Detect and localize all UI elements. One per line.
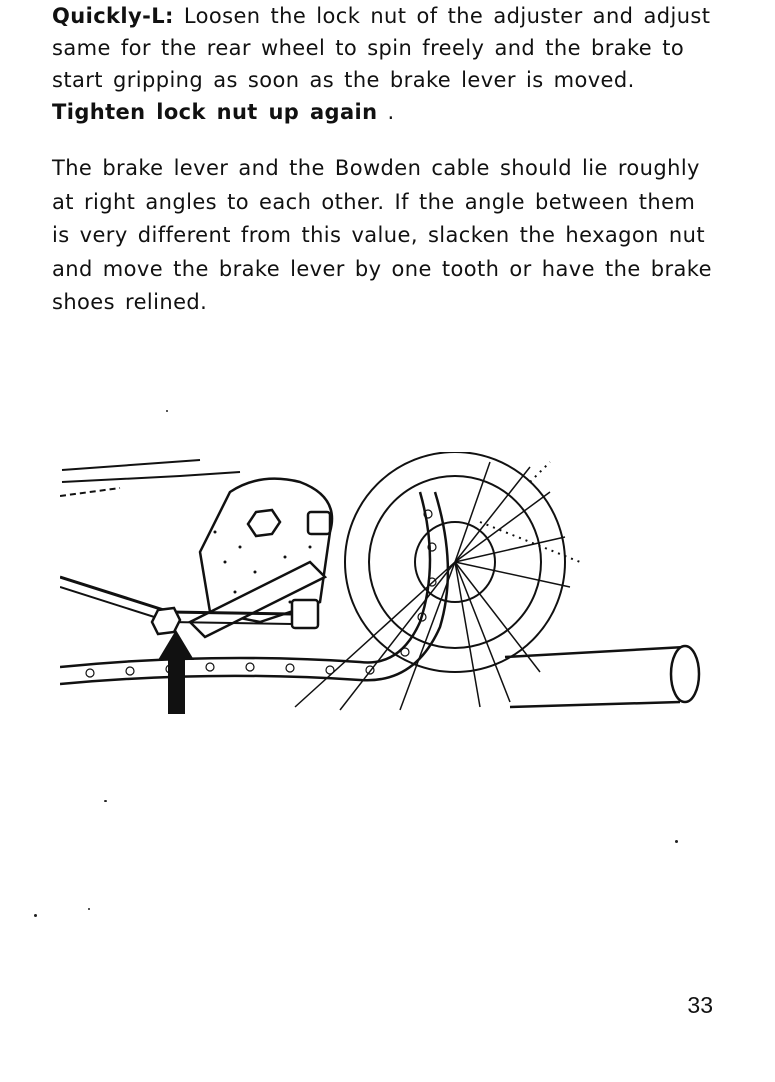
up-arrow-icon: [158, 630, 194, 714]
print-speck: [675, 840, 678, 843]
axle-tube-bottom: [510, 702, 680, 707]
axle-tube-top: [505, 647, 685, 657]
sentence-end: .: [377, 100, 395, 124]
illustration-svg: [60, 452, 710, 714]
print-speck: [34, 914, 37, 917]
rear-brake-illustration: [60, 452, 710, 714]
frame-tube-dash: [60, 488, 120, 496]
tighten-instruction: Tighten lock nut up again: [52, 100, 378, 124]
print-speck: [88, 908, 90, 910]
adjustment-paragraph: [52, 0, 717, 128]
print-speck: [166, 410, 168, 412]
cable-stop: [292, 600, 318, 628]
model-label: Quickly-L:: [52, 4, 174, 28]
cable-clamp: [308, 512, 330, 534]
page-number: 33: [687, 992, 713, 1018]
dotted-guide-2: [530, 462, 550, 482]
frame-tube-upper-2: [62, 472, 240, 482]
adjustment-text: Loosen the lock nut of the adjuster and adjust same for the rear wheel to spin freely and the brake to start gripping as soon as the brake lever is moved.: [52, 4, 711, 92]
adjuster-nut: [152, 608, 180, 634]
frame-tube-upper: [62, 460, 200, 470]
axle-tube-end: [671, 646, 699, 702]
print-speck: [104, 800, 107, 802]
angle-paragraph: The brake lever and the Bowden cable should lie roughly at right angles to each other. If the angle between them is very different from this value, slacken the hexagon nut and move the brake lever by one tooth or have the brake shoes relined.: [52, 156, 712, 314]
